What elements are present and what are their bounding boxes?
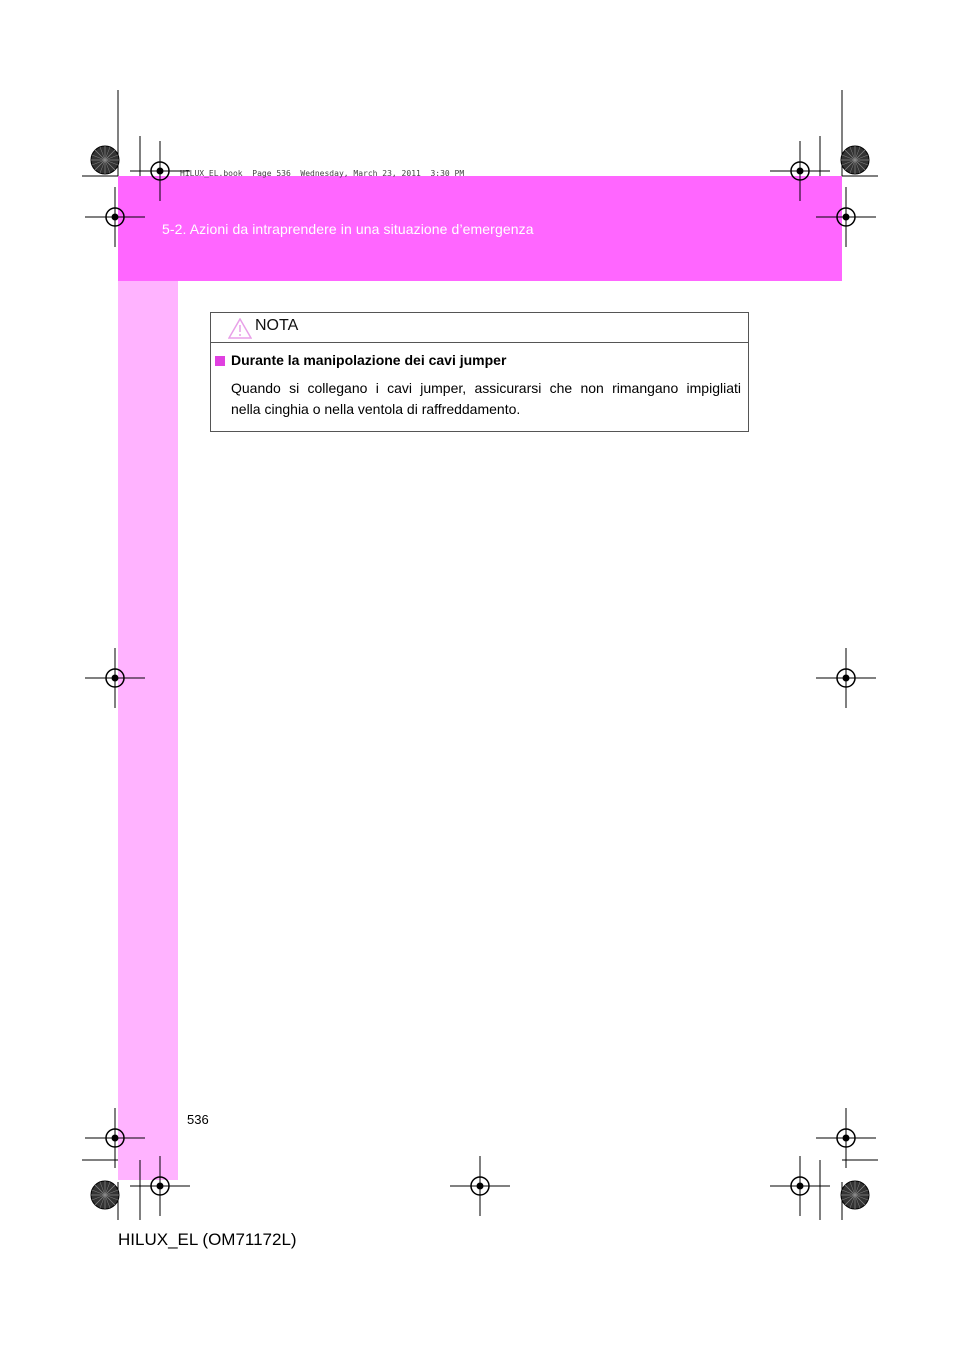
book-info: HILUX_EL.book Page 536 Wednesday, March 23, 2011 3:30 PM bbox=[180, 169, 465, 178]
footer-code: HILUX_EL (OM71172L) bbox=[118, 1230, 297, 1249]
registration-cross-mark bbox=[816, 1108, 876, 1168]
note-line: Quando si collegano i cavi jumper, assicurarsi che non rimangano impigliati bbox=[231, 380, 741, 396]
registration-sun-mark bbox=[841, 146, 869, 174]
registration-cross-mark bbox=[816, 187, 876, 247]
registration-cross-mark bbox=[130, 1156, 190, 1216]
section-title: 5-2. Azioni da intraprendere in una situazione d’emergenza bbox=[162, 221, 534, 237]
note-heading: Durante la manipolazione dei cavi jumper bbox=[231, 352, 507, 368]
registration-cross-mark bbox=[85, 1108, 145, 1168]
registration-cross-mark bbox=[85, 187, 145, 247]
registration-cross-mark bbox=[130, 141, 190, 201]
registration-sun-mark bbox=[91, 1181, 119, 1209]
registration-sun-mark bbox=[841, 1181, 869, 1209]
registration-cross-mark bbox=[770, 141, 830, 201]
registration-cross-mark bbox=[770, 1156, 830, 1216]
note-line: nella cinghia o nella ventola di raffreddamento. bbox=[231, 401, 521, 417]
registration-sun-mark bbox=[91, 146, 119, 174]
registration-cross-mark bbox=[85, 648, 145, 708]
registration-cross-mark bbox=[450, 1156, 510, 1216]
registration-cross-mark bbox=[816, 648, 876, 708]
page-number: 536 bbox=[187, 1112, 209, 1127]
note-label: NOTA bbox=[255, 317, 299, 334]
crop-lines bbox=[82, 90, 878, 1220]
